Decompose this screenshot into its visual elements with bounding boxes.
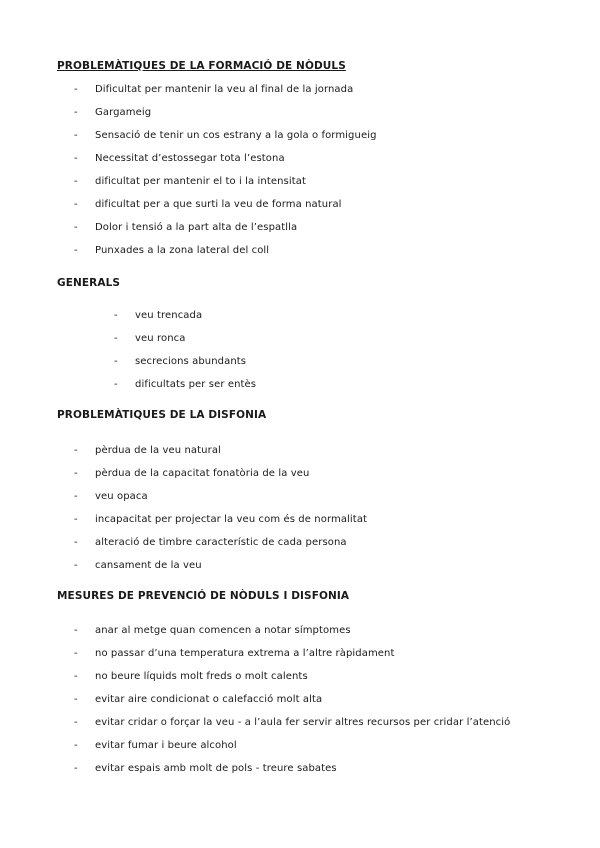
list-item: - veu ronca (114, 332, 256, 355)
list-item: - pèrdua de la veu natural (74, 444, 367, 467)
bullet-dash: - (74, 199, 78, 210)
bullet-dash: - (114, 379, 118, 390)
symptoms-generals-list (114, 309, 256, 401)
list-item: - evitar espais amb molt de pols - treure sabates (74, 762, 510, 785)
bullet-dash: - (114, 310, 118, 321)
bullet-dash: - (74, 537, 78, 548)
section-heading-generals: GENERALS (57, 277, 121, 289)
bullet-dash: - (74, 245, 78, 256)
list-item: - pèrdua de la capacitat fonatòria de la veu (74, 467, 367, 490)
list-item: - cansament de la veu (74, 559, 367, 582)
list-item: - alteració de timbre característic de cada persona (74, 536, 367, 559)
list-item: - dificultat per mantenir el to i la intensitat (74, 175, 377, 198)
bullet-dash: - (114, 356, 118, 367)
symptoms-noduls-list (74, 83, 377, 267)
list-item: - Punxades a la zona lateral del coll (74, 244, 377, 267)
list-item: - veu opaca (74, 490, 367, 513)
bullet-dash: - (74, 107, 78, 118)
list-item: - evitar cridar o forçar la veu - a l’aula fer servir altres recursos per cridar l’atenció (74, 716, 510, 739)
bullet-dash: - (74, 84, 78, 95)
list-item: - incapacitat per projectar la veu com és de normalitat (74, 513, 367, 536)
bullet-dash: - (114, 333, 118, 344)
list-item: - secrecions abundants (114, 355, 256, 378)
bullet-dash: - (74, 648, 78, 659)
bullet-dash: - (74, 153, 78, 164)
bullet-dash: - (74, 176, 78, 187)
bullet-dash: - (74, 445, 78, 456)
list-item: - no passar d’una temperatura extrema a l’altre ràpidament (74, 647, 510, 670)
bullet-dash: - (74, 671, 78, 682)
bullet-dash: - (74, 740, 78, 751)
section-heading-prevencio: MESURES DE PREVENCIÓ DE NÒDULS I DISFONIA (57, 590, 350, 602)
list-item: - no beure líquids molt freds o molt calents (74, 670, 510, 693)
list-item: - evitar aire condicionat o calefacció molt alta (74, 693, 510, 716)
bullet-dash: - (74, 560, 78, 571)
symptoms-disfonia-list (74, 444, 367, 582)
list-item: - Dolor i tensió a la part alta de l’espatlla (74, 221, 377, 244)
list-item: - dificultats per ser entès (114, 378, 256, 401)
bullet-dash: - (74, 222, 78, 233)
bullet-dash: - (74, 694, 78, 705)
bullet-dash: - (74, 717, 78, 728)
bullet-dash: - (74, 763, 78, 774)
list-item: - Dificultat per mantenir la veu al final de la jornada (74, 83, 377, 106)
bullet-dash: - (74, 130, 78, 141)
list-item: - Necessitat d’estossegar tota l’estona (74, 152, 377, 175)
section-heading-disfonia: PROBLEMÀTIQUES DE LA DISFONIA (57, 409, 267, 421)
list-item: - anar al metge quan comencen a notar símptomes (74, 624, 510, 647)
bullet-dash: - (74, 625, 78, 636)
section-heading-noduls: PROBLEMÀTIQUES DE LA FORMACIÓ DE NÒDULS (57, 60, 346, 72)
list-item: - Gargameig (74, 106, 377, 129)
list-item: - dificultat per a que surti la veu de forma natural (74, 198, 377, 221)
bullet-dash: - (74, 468, 78, 479)
bullet-dash: - (74, 491, 78, 502)
list-item: - Sensació de tenir un cos estrany a la gola o formigueig (74, 129, 377, 152)
bullet-dash: - (74, 514, 78, 525)
prevention-measures-list (74, 624, 510, 785)
list-item: - evitar fumar i beure alcohol (74, 739, 510, 762)
list-item: - veu trencada (114, 309, 256, 332)
